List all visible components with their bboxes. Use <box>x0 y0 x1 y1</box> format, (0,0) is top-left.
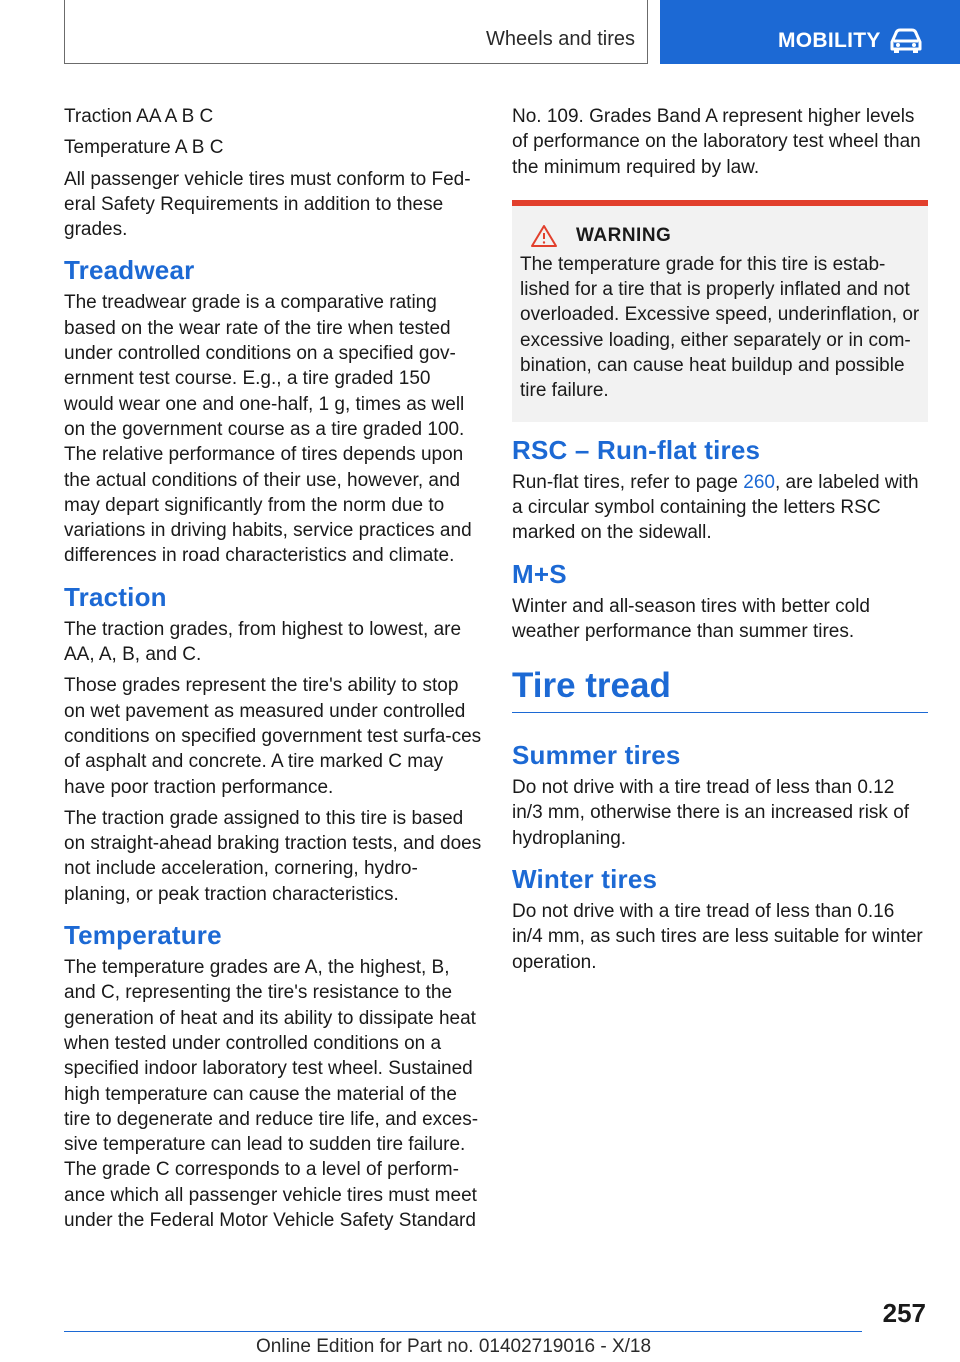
continuation-paragraph: No. 109. Grades Band A represent higher levels of performance on the laboratory test wheel than the minimum required by law. <box>512 106 921 178</box>
warning-triangle-icon <box>530 224 558 248</box>
rsc-text-after: , are labeled with a circular symbol containing the letters RSC marked on the sidewall. <box>512 471 919 544</box>
temperature-heading: Temperature <box>64 920 222 951</box>
traction-grades-line: Traction AA A B C <box>64 106 214 127</box>
warning-header <box>520 224 920 248</box>
tire-tread-heading: Tire tread <box>512 664 928 713</box>
traction-paragraph-3: The traction grade assigned to this tire is based on straight-ahead braking traction tests, and does not include acceleration, cornering, hydro-planing, or peak traction characteristics. <box>64 807 482 905</box>
summer-tires-heading: Summer tires <box>512 740 681 771</box>
rsc-heading: RSC – Run-flat tires <box>512 434 761 465</box>
left-column <box>64 104 482 1239</box>
temperature-paragraph: The temperature grades are A, the highest, B, and C, representing the tire's resistance to the generation of heat and its ability to dissipate heat when tested under controlled conditions on a specified indoor laboratory test wheel. Sustained high temperature can cause the material of the tire to degenerate and reduce tire life, and exces-sive temperature can lead to sudden tire failure. The grade C corresponds to a level of perform-ance which all passenger vehicle tires must meet under the Federal Motor Vehicle Safety Standard <box>64 957 479 1231</box>
rsc-text-before: Run-flat tires, refer to page <box>512 471 744 493</box>
car-icon <box>888 24 924 54</box>
mobility-tab-label: MOBILITY <box>778 29 881 52</box>
traction-paragraph-1: The traction grades, from highest to lowest, are AA, A, B, and C. <box>64 618 462 666</box>
conformance-paragraph: All passenger vehicle tires must conform to Fed-eral Safety Requirements in addition to these grades. <box>64 168 471 241</box>
footer-edition-text: Online Edition for Part no. 01402719016 - X/18 <box>256 1336 652 1357</box>
ms-paragraph: Winter and all-season tires with better cold weather performance than summer tires. <box>512 595 870 642</box>
warning-text: The temperature grade for this tire is estab-lished for a tire that is properly inflated and not overloaded. Excessive speed, underinflation, or excessive loading, either separately or in com-bination, can cause heat buildup and possible tire failure. <box>520 253 920 402</box>
page-260-link[interactable]: 260 <box>743 471 775 493</box>
winter-tires-paragraph: Do not drive with a tire tread of less than 0.16 in/4 mm, as such tires are less suitable for winter operation. <box>512 901 923 973</box>
treadwear-heading: Treadwear <box>64 255 195 286</box>
footer-divider <box>64 1331 862 1332</box>
traction-paragraph-2: Those grades represent the tire's ability to stop on wet pavement as measured under controlled conditions on specified government test surfa-ces of asphalt and concrete. A tire marked C may have poor traction performance. <box>64 675 482 798</box>
header-section-title: Wheels and tires <box>486 28 635 50</box>
treadwear-paragraph: The treadwear grade is a comparative rating based on the wear rate of the tire when tested under controlled conditions on a specified gov-ernment test course. E.g., a tire graded 150 would wear one and one-half, 1 g, times as well on the government course as a tire graded 100. The relative performance of tires depends upon the actual conditions of their use, however, and may depart significantly from the norm due to variations in driving habits, service practices and differences in road characteristics and climate. <box>64 292 472 567</box>
page-number: 257 <box>882 1298 926 1328</box>
summer-tires-paragraph: Do not drive with a tire tread of less than 0.12 in/3 mm, otherwise there is an increased risk of hydroplaning. <box>512 777 910 849</box>
traction-heading: Traction <box>64 581 167 612</box>
right-column <box>512 104 928 981</box>
warning-title: WARNING <box>576 224 672 246</box>
warning-box <box>512 200 928 422</box>
temperature-grades-line: Temperature A B C <box>64 137 224 159</box>
winter-tires-heading: Winter tires <box>512 864 658 895</box>
ms-heading: M+S <box>512 558 567 589</box>
mobility-tab[interactable] <box>660 0 960 64</box>
header-section-box <box>64 0 648 64</box>
rsc-paragraph <box>512 470 928 546</box>
